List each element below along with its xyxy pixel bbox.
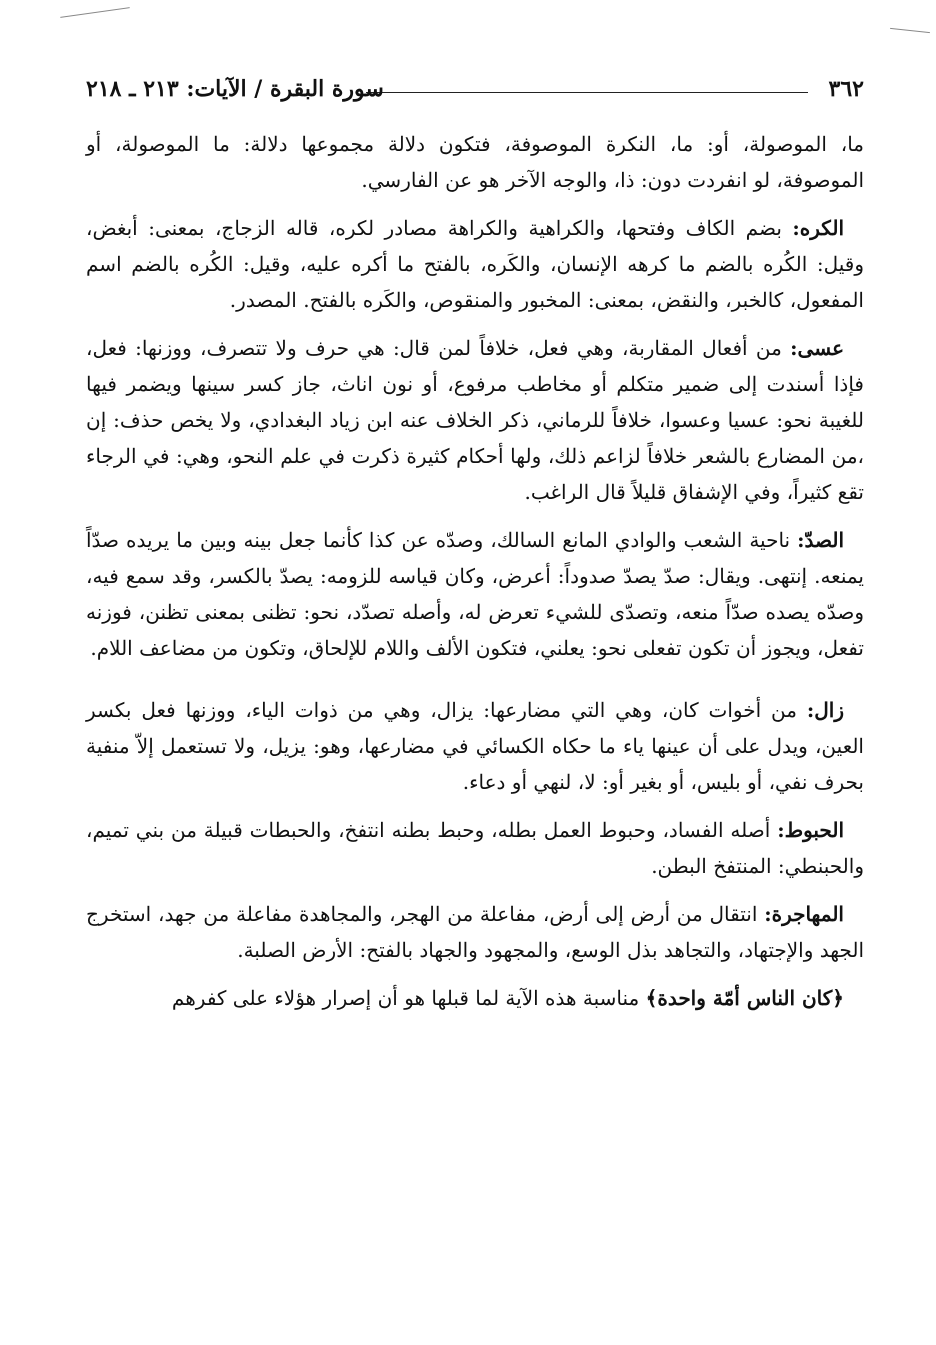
paragraph-text: أصله الفساد، وحبوط العمل بطله، وحبط بطنه انتفخ، والحبطات قبيلة من بني تميم، والحبنطي: المنتفخ البطن.: [86, 818, 864, 878]
page-header: [86, 70, 864, 106]
paragraph-verse-commentary: [86, 980, 864, 1016]
paragraph-alsadd: [86, 522, 864, 666]
paragraph-text: بضم الكاف وفتحها، والكراهية والكراهة مصادر لكره، قاله الزجاج، بمعنى: أبغض، وقيل: الكُره بالضم ما كرهه الإنسان، والكَره، بالفتح ما أكره عليه، وقيل: الكُره بالضم اسم المفعول، كالخبر، والنقض، بمعنى: المخبور والمنقوص، والكَره بالفتح. المصدر.: [86, 216, 864, 312]
page-number: ٣٦٢: [828, 76, 864, 102]
paragraph-term: الحبوط:: [777, 818, 844, 842]
paragraph-alkurh: [86, 210, 864, 318]
scan-mark-left: [60, 7, 129, 18]
paragraph-text: انتقال من أرض إلى أرض، مفاعلة من الهجر، والمجاهدة مفاعلة من جهد، استخرج الجهد والإجتهاد، والتجاهد بذل الوسع، والمجهود والجهاد بالفتح: الأرض الصلبة.: [86, 902, 864, 962]
paragraph-term: الكره:: [792, 216, 844, 240]
paragraph-zala: [86, 692, 864, 800]
paragraph-alhubut: [86, 812, 864, 884]
paragraph-text: ما، الموصولة، أو: ما، النكرة الموصوفة، فتكون دلالة مجموعها دلالة: ما الموصولة، أو الموصوفة، لو انفردت دون: ذا، والوجه الآخر هو عن الفارسي.: [86, 132, 864, 192]
paragraph-term: عسى:: [790, 336, 844, 360]
paragraph-text: مناسبة هذه الآية لما قبلها هو أن إصرار هؤلاء على كفرهم: [171, 986, 646, 1010]
page-body: [86, 126, 864, 1028]
paragraph-continuation: [86, 126, 864, 198]
scan-mark-right: [890, 28, 930, 33]
paragraph-text: من أخوات كان، وهي التي مضارعها: يزال، وهي من ذوات الياء، ووزنها فعل بكسر العين، ويدل على أن عينها ياء ما حكاه الكسائي في مضارعها، وهو: يزيل، ولا تستعمل إلاّ منفية بحرف نفي، أو بليس، أو بغير أو: لا، لنهي أو دعاء.: [86, 698, 864, 794]
paragraph-almuhajara: [86, 896, 864, 968]
paragraph-text: من أفعال المقاربة، وهي فعل، خلافاً لمن قال: هي حرف ولا تتصرف، ووزنها: فعل، فإذا أسندت إلى ضمير متكلم أو مخاطب مرفوع، أو نون اناث، جاز كسر سينها ويضمر فيها للغيبة نحو: عسيا وعسوا، خلافاً للرماني، ذكر الخلاف عنه ابن زياد البغدادي، ولا يخص حذف: إن ،من المضارع بالشعر خلافاً لزاعم ذلك، ولها أحكام كثيرة ذكرت في علم النحو، وهي: في الرجاء تقع كثيراً، وفي الإشفاق قليلاً قال الراغب.: [86, 336, 864, 504]
paragraph-term: الصدّ:: [797, 528, 844, 552]
header-rule: [366, 92, 808, 93]
verse-quote: ﴿كان الناس أمّة واحدة﴾: [645, 986, 844, 1010]
paragraph-term: زال:: [806, 698, 844, 722]
paragraph-text: ناحية الشعب والوادي المانع السالك، وصدّه عن كذا كأنما جعل بينه وبين ما يريده صدّاً يمنعه. إنتهى. ويقال: صدّ يصدّ صدوداً: أعرض، وكان قياسه للزومه: يصدّ بالكسر، وقد سمع فيه، وصدّه يصده صدّاً منعه، وتصدّى للشيء تعرض له، وأصله تصدّد، نحو: تظنى بمعنى تظنن، فوزنه تفعل، ويجوز أن تكون تفعلى نحو: يعلني، فتكون الألف واللام للإلحاق، وتكون من مضاعف اللام.: [86, 528, 864, 660]
surah-title: سورة البقرة / الآيات: ٢١٣ ـ ٢١٨: [86, 76, 384, 102]
paragraph-asa: [86, 330, 864, 510]
paragraph-term: المهاجرة:: [764, 902, 844, 926]
